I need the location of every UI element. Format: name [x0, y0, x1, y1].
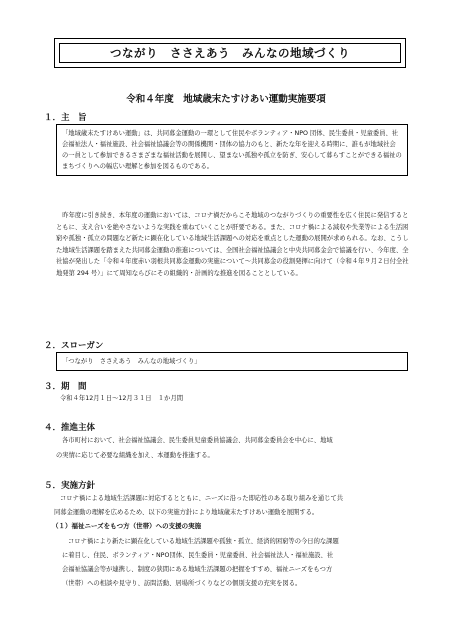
slogan-banner: [54, 38, 406, 68]
section-1-paragraph: 昨年度に引き続き、本年度の運動においては、コロナ禍だからこそ地域のつながりづくりの重要性を広く住民に発信するとともに、支え合いを絶やさないような実践を重ねていくことが肝要である。また、コロナ禍による減収や失業等による生活困窮や孤独・孤立の問題など新たに顕在化している地域生活課題への対応を重点とした運動の展開が求められる。なお、こうした地域生活課題を踏まえた共同募金運動の推進については、全国社会福祉協議会と中央共同募金会で協議を行い、今年度、全社協が発出した「令和４年度赤い羽根共同募金運動の実施について〜共同募金の役割発揮に向けて（令和４年９月２日付全社地発第 294 号）」にて周知ならびにその組織的・計画的な推進を図ることとしている。: [56, 212, 409, 277]
slogan-box: 「つながり ささえあう みんなの地域づくり」: [56, 352, 408, 371]
subsection-1-line-1: コロナ禍により新たに顕在化している地域生活課題や孤独・孤立、経済的困窮等の今日的な課題: [68, 538, 339, 545]
subsection-1-heading: （１）福祉ニーズをもつ方（世帯）への支援の実施: [52, 522, 202, 530]
section-2-heading: ２．スローガン: [44, 341, 104, 351]
section-5-line-2: 同募金運動の理解を広めるため、以下の実施方針により地域歳末たすけあい運動を展開する。: [54, 509, 319, 516]
subsection-1-line-4: （世帯）への相談や見守り、訪問活動、居場所づくりなどの個別支援の充実を図る。: [62, 580, 302, 587]
section-4-line-1: 各市町村において、社会福祉協議会、民生委員児童委員協議会、共同募金委員会を中心に、地域: [62, 437, 333, 444]
period-text: 令和４年12月１日〜12月３１日 １か月間: [60, 395, 184, 402]
section-4-heading: ４．推進主体: [44, 423, 96, 433]
section-4-line-2: の実情に応じて必要な組織を加え、本運動を推進する。: [56, 452, 214, 459]
section-5-line-1: コロナ禍による地域生活課題に対応するとともに、ニーズに沿った即応性のある取り組みを通じて共: [60, 495, 344, 502]
section-3-heading: ３．期 間: [44, 382, 87, 392]
subsection-1-line-2: に着目し、住民、ボランティア・NPO団体、民生委員・児童委員、社会福祉法人・福祉施設、社: [62, 552, 334, 559]
section-1-purpose-box: 「地域歳末たすけあい運動」は、共同募金運動の一環として住民やボランティア・NPO 団体、民生委員・児童委員、社会福祉法人・福祉施設、社会福祉協議会等の関係機関・団体の協力のもと、新たな年を迎える時期に、誰もが地域社会の一員として参加できるさまざまな福祉活動を展開し、望まない孤独や孤立を防ぎ、安心して暮らすことができる福祉のまちづくりへの幅広い理解と参加を図るものである。: [56, 124, 408, 176]
section-1-heading: １．主 旨: [44, 113, 87, 123]
slogan-banner-text: つながり ささえあう みんなの地域づくり: [59, 43, 401, 63]
subsection-1-line-3: 会福祉協議会等が連携し、制度の狭間にある地域生活課題の把握をすすめ、福祉ニーズをもつ方: [62, 566, 333, 573]
section-5-heading: ５．実施方針: [44, 481, 96, 491]
document-title: 令和４年度 地域歳末たすけあい運動実施要項: [126, 94, 326, 105]
